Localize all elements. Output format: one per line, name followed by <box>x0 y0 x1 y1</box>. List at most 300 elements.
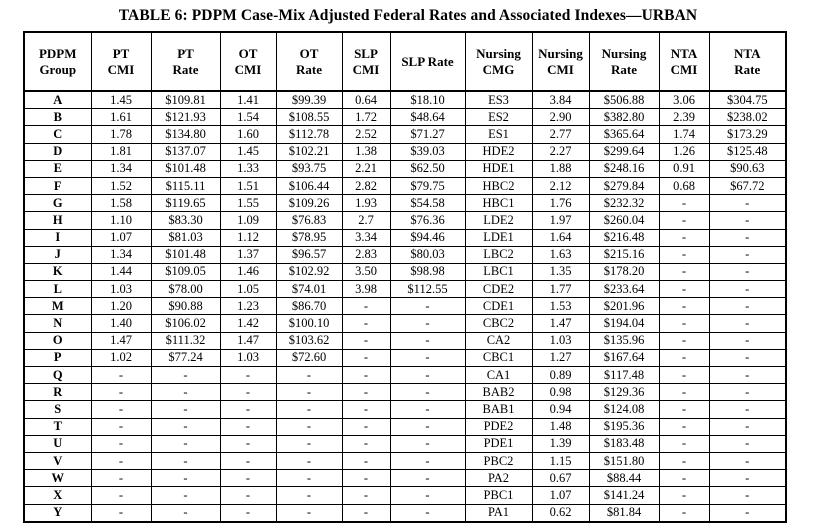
table-cell: - <box>390 315 465 332</box>
table-cell: 1.77 <box>532 281 589 298</box>
column-header-line: PT <box>177 45 194 61</box>
table-cell: - <box>220 470 276 487</box>
table-cell: - <box>709 401 786 418</box>
table-cell: $106.02 <box>151 315 220 332</box>
table-cell: 2.82 <box>342 177 390 194</box>
table-cell: 3.50 <box>342 263 390 280</box>
table-cell: - <box>709 367 786 384</box>
table-cell: - <box>390 384 465 401</box>
table-cell: $109.05 <box>151 263 220 280</box>
table-row <box>24 143 786 160</box>
column-header-line: PT <box>112 45 130 61</box>
table-cell: $76.83 <box>276 212 342 229</box>
table-cell: $109.81 <box>151 91 220 109</box>
table-cell: 1.03 <box>220 349 276 366</box>
table-cell: $215.16 <box>589 246 659 263</box>
table-cell: $90.63 <box>709 160 786 177</box>
table-body <box>24 91 786 522</box>
table-cell: - <box>342 367 390 384</box>
pdpm-group-cell: M <box>24 298 91 315</box>
table-cell: - <box>276 470 342 487</box>
table-cell: 1.47 <box>91 332 151 349</box>
column-header-line: Rate <box>296 61 322 77</box>
table-cell: 1.07 <box>532 487 589 504</box>
table-cell: - <box>659 367 709 384</box>
table-row <box>24 126 786 143</box>
table-cell: - <box>342 452 390 469</box>
table-cell: - <box>659 401 709 418</box>
column-header <box>390 32 465 91</box>
table-cell: 1.20 <box>91 298 151 315</box>
table-cell: - <box>342 487 390 504</box>
table-cell: - <box>276 418 342 435</box>
table-cell: - <box>659 418 709 435</box>
table-row <box>24 435 786 452</box>
table-cell: 1.34 <box>91 160 151 177</box>
table-cell: - <box>659 384 709 401</box>
table-cell: 1.03 <box>91 281 151 298</box>
pdpm-group-cell: R <box>24 384 91 401</box>
table-cell: - <box>659 212 709 229</box>
table-cell: 1.47 <box>532 315 589 332</box>
column-header-line: Nursing <box>601 45 647 61</box>
table-cell: 2.39 <box>659 109 709 126</box>
table-cell: - <box>151 401 220 418</box>
table-cell: $80.03 <box>390 246 465 263</box>
table-cell: $117.48 <box>589 367 659 384</box>
table-cell: - <box>342 332 390 349</box>
table-row <box>24 160 786 177</box>
pdpm-group-cell: U <box>24 435 91 452</box>
table-row <box>24 452 786 469</box>
table-cell: 1.35 <box>532 263 589 280</box>
table-cell: $115.11 <box>151 177 220 194</box>
table-cell: 0.91 <box>659 160 709 177</box>
pdpm-group-cell: T <box>24 418 91 435</box>
table-cell: - <box>342 401 390 418</box>
table-cell: $72.60 <box>276 349 342 366</box>
table-cell: 1.78 <box>91 126 151 143</box>
table-cell: - <box>220 504 276 522</box>
table-cell: 0.98 <box>532 384 589 401</box>
table-cell: CDE1 <box>465 298 532 315</box>
table-cell: 1.03 <box>532 332 589 349</box>
table-row <box>24 229 786 246</box>
column-header <box>91 32 151 91</box>
pdpm-group-cell: S <box>24 401 91 418</box>
table-cell: - <box>659 281 709 298</box>
rates-table <box>23 31 787 523</box>
table-cell: $54.58 <box>390 195 465 212</box>
table-cell: 1.58 <box>91 195 151 212</box>
table-cell: - <box>91 418 151 435</box>
table-cell: - <box>709 229 786 246</box>
table-cell: PA1 <box>465 504 532 522</box>
column-header <box>342 32 390 91</box>
table-cell: - <box>390 349 465 366</box>
column-header-line: CMI <box>670 61 698 77</box>
table-cell: - <box>709 418 786 435</box>
table-cell: - <box>659 263 709 280</box>
table-cell: - <box>659 229 709 246</box>
table-cell: 1.40 <box>91 315 151 332</box>
table-cell: 2.77 <box>532 126 589 143</box>
table-cell: ES3 <box>465 91 532 109</box>
table-cell: - <box>220 367 276 384</box>
column-header-line: OT <box>238 45 258 61</box>
table-cell: $137.07 <box>151 143 220 160</box>
pdpm-group-cell: X <box>24 487 91 504</box>
table-cell: - <box>220 401 276 418</box>
table-cell: 2.27 <box>532 143 589 160</box>
table-cell: $299.64 <box>589 143 659 160</box>
table-cell: - <box>91 452 151 469</box>
table-cell: - <box>276 487 342 504</box>
table-cell: $93.75 <box>276 160 342 177</box>
table-cell: $100.10 <box>276 315 342 332</box>
table-cell: $90.88 <box>151 298 220 315</box>
table-cell: $167.64 <box>589 349 659 366</box>
table-cell: $86.70 <box>276 298 342 315</box>
table-cell: - <box>659 470 709 487</box>
table-cell: 1.45 <box>220 143 276 160</box>
table-cell: - <box>709 384 786 401</box>
table-cell: - <box>390 470 465 487</box>
table-cell: $67.72 <box>709 177 786 194</box>
table-cell: - <box>151 384 220 401</box>
table-row <box>24 367 786 384</box>
table-cell: - <box>342 470 390 487</box>
table-cell: - <box>659 504 709 522</box>
table-cell: - <box>276 367 342 384</box>
table-cell: 1.97 <box>532 212 589 229</box>
table-cell: - <box>91 401 151 418</box>
table-cell: - <box>390 367 465 384</box>
table-row <box>24 246 786 263</box>
pdpm-group-cell: A <box>24 91 91 109</box>
table-cell: - <box>91 504 151 522</box>
table-cell: $74.01 <box>276 281 342 298</box>
table-cell: - <box>342 384 390 401</box>
table-cell: 1.93 <box>342 195 390 212</box>
table-cell: - <box>220 487 276 504</box>
table-cell: 1.42 <box>220 315 276 332</box>
column-header <box>24 32 91 91</box>
table-cell: - <box>276 401 342 418</box>
table-cell: $106.44 <box>276 177 342 194</box>
table-cell: 3.98 <box>342 281 390 298</box>
table-cell: 1.39 <box>532 435 589 452</box>
table-row <box>24 91 786 109</box>
table-cell: $79.75 <box>390 177 465 194</box>
table-cell: 1.12 <box>220 229 276 246</box>
column-header-line: Nursing <box>538 45 583 61</box>
table-cell: 1.10 <box>91 212 151 229</box>
table-cell: 1.33 <box>220 160 276 177</box>
table-cell: - <box>709 349 786 366</box>
table-row <box>24 504 786 522</box>
table-cell: PA2 <box>465 470 532 487</box>
table-cell: $78.95 <box>276 229 342 246</box>
pdpm-group-cell: I <box>24 229 91 246</box>
pdpm-group-cell: V <box>24 452 91 469</box>
table-cell: $76.36 <box>390 212 465 229</box>
table-cell: 1.38 <box>342 143 390 160</box>
table-cell: - <box>220 384 276 401</box>
column-header <box>220 32 276 91</box>
pdpm-group-cell: C <box>24 126 91 143</box>
column-header <box>465 32 532 91</box>
table-cell: - <box>709 470 786 487</box>
table-cell: - <box>342 435 390 452</box>
table-header <box>24 32 786 91</box>
table-cell: $260.04 <box>589 212 659 229</box>
table-cell: $248.16 <box>589 160 659 177</box>
table-row <box>24 401 786 418</box>
table-cell: PBC1 <box>465 487 532 504</box>
column-header-line: Rate <box>734 61 761 77</box>
column-header-line: NTA <box>734 45 761 61</box>
table-cell: $62.50 <box>390 160 465 177</box>
table-cell: - <box>709 435 786 452</box>
table-cell: 1.23 <box>220 298 276 315</box>
table-cell: - <box>709 332 786 349</box>
table-cell: 1.74 <box>659 126 709 143</box>
table-cell: LBC1 <box>465 263 532 280</box>
table-cell: $111.32 <box>151 332 220 349</box>
column-header <box>589 32 659 91</box>
table-cell: $101.48 <box>151 246 220 263</box>
table-cell: $238.02 <box>709 109 786 126</box>
table-cell: $134.80 <box>151 126 220 143</box>
column-header-line: CMI <box>107 61 135 77</box>
column-header-line: CMI <box>547 61 574 77</box>
table-cell: - <box>342 298 390 315</box>
table-row <box>24 487 786 504</box>
table-cell: $151.80 <box>589 452 659 469</box>
table-cell: 0.68 <box>659 177 709 194</box>
table-cell: - <box>390 401 465 418</box>
table-cell: $99.39 <box>276 91 342 109</box>
table-cell: - <box>390 452 465 469</box>
table-cell: HDE1 <box>465 160 532 177</box>
table-cell: $178.20 <box>589 263 659 280</box>
pdpm-group-cell: H <box>24 212 91 229</box>
pdpm-group-cell: J <box>24 246 91 263</box>
table-cell: 1.88 <box>532 160 589 177</box>
table-cell: $279.84 <box>589 177 659 194</box>
table-cell: $18.10 <box>390 91 465 109</box>
table-row <box>24 195 786 212</box>
table-cell: 1.60 <box>220 126 276 143</box>
table-cell: 1.41 <box>220 91 276 109</box>
table-cell: 1.53 <box>532 298 589 315</box>
table-cell: - <box>342 349 390 366</box>
table-cell: - <box>659 195 709 212</box>
table-cell: LBC2 <box>465 246 532 263</box>
table-cell: - <box>151 452 220 469</box>
table-cell: $183.48 <box>589 435 659 452</box>
table-cell: - <box>276 384 342 401</box>
table-cell: $71.27 <box>390 126 465 143</box>
table-cell: ES1 <box>465 126 532 143</box>
table-cell: - <box>91 384 151 401</box>
table-cell: $78.00 <box>151 281 220 298</box>
table-row <box>24 418 786 435</box>
table-cell: 1.34 <box>91 246 151 263</box>
column-header-line: OT <box>299 45 319 61</box>
table-cell: - <box>276 452 342 469</box>
table-cell: - <box>276 435 342 452</box>
table-cell: $232.32 <box>589 195 659 212</box>
table-cell: - <box>151 418 220 435</box>
table-row <box>24 384 786 401</box>
column-header-line: NTA <box>670 45 698 61</box>
table-cell: - <box>220 452 276 469</box>
table-cell: - <box>709 195 786 212</box>
table-cell: $112.78 <box>276 126 342 143</box>
table-cell: - <box>390 298 465 315</box>
table-row <box>24 109 786 126</box>
table-cell: CA1 <box>465 367 532 384</box>
column-header <box>532 32 589 91</box>
table-cell: HDE2 <box>465 143 532 160</box>
table-cell: $129.36 <box>589 384 659 401</box>
column-header-line: PDPM <box>38 45 77 61</box>
table-cell: - <box>91 470 151 487</box>
table-cell: $125.48 <box>709 143 786 160</box>
pdpm-group-cell: Y <box>24 504 91 522</box>
table-cell: - <box>390 504 465 522</box>
table-cell: 1.48 <box>532 418 589 435</box>
column-header-line: Rate <box>611 61 637 77</box>
table-cell: $96.57 <box>276 246 342 263</box>
table-cell: 1.44 <box>91 263 151 280</box>
table-cell: PDE1 <box>465 435 532 452</box>
table-cell: 1.64 <box>532 229 589 246</box>
table-cell: $77.24 <box>151 349 220 366</box>
table-cell: $201.96 <box>589 298 659 315</box>
table-cell: 1.72 <box>342 109 390 126</box>
table-cell: 1.76 <box>532 195 589 212</box>
table-cell: - <box>151 487 220 504</box>
column-header <box>276 32 342 91</box>
table-cell: CBC2 <box>465 315 532 332</box>
table-cell: - <box>390 332 465 349</box>
table-cell: $141.24 <box>589 487 659 504</box>
table-cell: - <box>709 487 786 504</box>
table-title: TABLE 6: PDPM Case-Mix Adjusted Federal Rates and Associated Indexes—URBAN <box>118 7 698 24</box>
table-cell: 1.81 <box>91 143 151 160</box>
pdpm-group-cell: P <box>24 349 91 366</box>
table-cell: 2.90 <box>532 109 589 126</box>
table-cell: $119.65 <box>151 195 220 212</box>
table-row <box>24 332 786 349</box>
table-cell: 1.54 <box>220 109 276 126</box>
table-cell: - <box>91 487 151 504</box>
table-cell: 1.45 <box>91 91 151 109</box>
table-cell: LDE1 <box>465 229 532 246</box>
column-header <box>659 32 709 91</box>
table-cell: $81.03 <box>151 229 220 246</box>
table-cell: - <box>91 435 151 452</box>
table-cell: 0.64 <box>342 91 390 109</box>
table-cell: $108.55 <box>276 109 342 126</box>
table-cell: $88.44 <box>589 470 659 487</box>
table-cell: - <box>151 470 220 487</box>
table-cell: - <box>220 435 276 452</box>
table-cell: $83.30 <box>151 212 220 229</box>
table-cell: BAB1 <box>465 401 532 418</box>
table-cell: HBC1 <box>465 195 532 212</box>
table-cell: PBC2 <box>465 452 532 469</box>
table-cell: $112.55 <box>390 281 465 298</box>
table-cell: - <box>709 263 786 280</box>
table-cell: 3.84 <box>532 91 589 109</box>
table-cell: 2.52 <box>342 126 390 143</box>
pdpm-group-cell: K <box>24 263 91 280</box>
column-header-line: Nursing <box>476 45 521 61</box>
table-cell: $304.75 <box>709 91 786 109</box>
table-cell: CDE2 <box>465 281 532 298</box>
table-cell: 1.07 <box>91 229 151 246</box>
table-cell: 0.67 <box>532 470 589 487</box>
table-cell: - <box>659 315 709 332</box>
table-cell: - <box>659 435 709 452</box>
table-cell: 3.34 <box>342 229 390 246</box>
table-cell: $121.93 <box>151 109 220 126</box>
pdpm-group-cell: O <box>24 332 91 349</box>
table-cell: 1.15 <box>532 452 589 469</box>
table-cell: - <box>342 418 390 435</box>
table-row <box>24 177 786 194</box>
table-cell: 2.7 <box>342 212 390 229</box>
table-cell: BAB2 <box>465 384 532 401</box>
table-cell: $233.64 <box>589 281 659 298</box>
table-cell: - <box>342 315 390 332</box>
table-cell: CBC1 <box>465 349 532 366</box>
table-cell: $102.21 <box>276 143 342 160</box>
table-cell: - <box>151 504 220 522</box>
table-cell: 1.05 <box>220 281 276 298</box>
column-header-line: CMI <box>352 61 380 77</box>
table-row <box>24 349 786 366</box>
column-header-line: CMI <box>234 61 262 77</box>
table-cell: - <box>709 212 786 229</box>
table-cell: CA2 <box>465 332 532 349</box>
table-cell: $216.48 <box>589 229 659 246</box>
table-cell: - <box>276 504 342 522</box>
table-cell: - <box>390 487 465 504</box>
table-cell: 2.12 <box>532 177 589 194</box>
pdpm-group-cell: Q <box>24 367 91 384</box>
table-cell: - <box>220 418 276 435</box>
column-header <box>709 32 786 91</box>
pdpm-group-cell: B <box>24 109 91 126</box>
table-cell: ES2 <box>465 109 532 126</box>
column-header-line: CMG <box>482 61 515 77</box>
table-cell: 1.02 <box>91 349 151 366</box>
table-cell: $101.48 <box>151 160 220 177</box>
table-row <box>24 315 786 332</box>
table-cell: 1.51 <box>220 177 276 194</box>
table-cell: 2.83 <box>342 246 390 263</box>
table-cell: $173.29 <box>709 126 786 143</box>
pdpm-group-cell: N <box>24 315 91 332</box>
table-row <box>24 212 786 229</box>
column-header <box>151 32 220 91</box>
header-row <box>24 32 786 91</box>
